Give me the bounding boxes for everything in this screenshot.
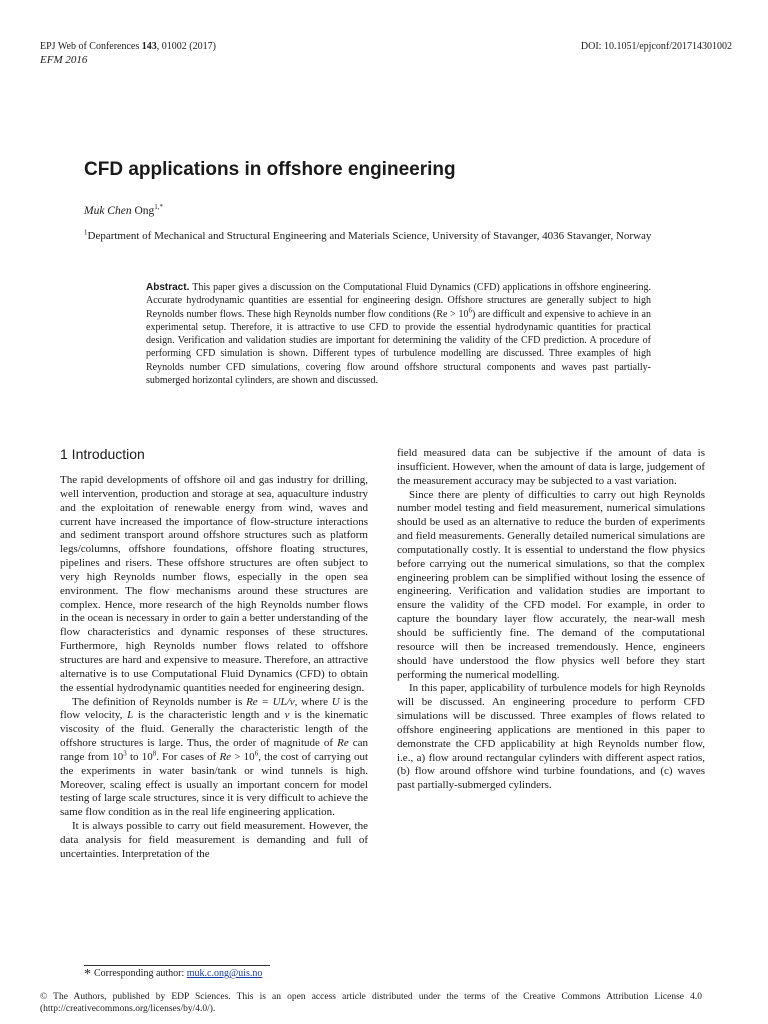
journal-name: EPJ Web of Conferences bbox=[40, 41, 142, 52]
journal-citation bbox=[40, 41, 216, 52]
intro-paragraph-5: In this paper, applicability of turbulence models for high Reynolds will be discussed. An engineering procedure to perform CFD simulations will be discussed. Three examples of flows related to offshore engineering applications are mentioned in this paper to demonstrate the CFD applicability at high Reynolds number flow, i.e., a) flow around rectangular cylinders with different aspect ratios, (b) flow around offshore wind turbine foundations, and (c) waves past partially-submerged cylinders. bbox=[397, 682, 705, 792]
footnote bbox=[84, 967, 262, 983]
abstract-text-2: ) are difficult and expensive to achieve in an experimental setup. Therefore, it is attractive to use CFD to provide the essential hydrodynamic quantities for practical design. Verification and validation studies are important for determining the validity of the CFD prediction. A procedure of performing CFD simulation is shown. Different types of turbulence modelling are discussed. Three examples of high Reynolds number CFD simulations, covering flow around offshore structural components and waves past partially-submerged horizontal cylinders, are shown and discussed. bbox=[146, 308, 651, 387]
paper-title: CFD applications in offshore engineering bbox=[84, 159, 456, 180]
license-notice: © The Authors, published by EDP Sciences. This is an open access article distributed under the terms of the Creative Commons Attribution License 4.0 (http://creativecommons.org/licenses/by/4.0/). bbox=[40, 992, 702, 1014]
conference-name: EFM 2016 bbox=[40, 54, 88, 66]
section-heading: 1 Introduction bbox=[60, 446, 145, 462]
journal-volume: 143 bbox=[141, 41, 157, 52]
right-column bbox=[397, 447, 705, 793]
footnote-divider bbox=[84, 965, 270, 966]
intro-paragraph-4: Since there are plenty of difficulties to carry out high Reynolds number model testing and field measurement, numerical simulations should be used as an alternative to reduce the burden of experiments and field measurements. Generally detailed numerical simulations are computationally costly. It is essential to understand the flow physics before carrying out the numerical simulations, so that the complex engineering problem can be simplified without losing the essence of engineering. Verification and validation studies are important to ensure the validity of the CFD model. For example, in order to capture the boundary layer flow accurately, the near-wall mesh should be sufficiently fine. The demand of the computational resource will then be increased tremendously. Hence, engineers should have understood the flow physics well before they start performing the numerical modelling. bbox=[397, 488, 705, 681]
abstract-text-1: This paper gives a discussion on the Computational Fluid Dynamics (CFD) applications in offshore engineering. Accurate hydrodynamic quantities are essential for engineering design. Offshore structures are generally subject to high Reynolds number flows. These high Reynolds number flow conditions (Re > 10 bbox=[146, 282, 651, 320]
left-column bbox=[60, 474, 368, 862]
author-affiliation-mark: 1,* bbox=[154, 203, 164, 212]
intro-paragraph-1: The rapid developments of offshore oil and gas industry for drilling, well intervention, production and storage at sea, aquaculture industry and the exploitation of renewable energy from wind, waves and current have increased the importance of flow-structure interactions and sediment transport around offshore structures such as platform legs/columns, offshore foundations, offshore floating structures, pipelines and risers. These offshore structures are often subject to very high Reynolds number flows, especially in the open sea environment. The flow mechanisms around these structures are complex. Hence, more research of the high Reynolds number flows in the ocean is necessary in order to gain a better understanding of the flow characteristics and dynamic responses of these structures. Furthermore, high Reynolds number flows related to offshore structures are hard and expensive to measure. Therefore, an attractive alternative is to use Computational Fluid Dynamics (CFD) to obtain the essential hydrodynamic quantities needed for engineering design. bbox=[60, 474, 368, 694]
affiliation-mark: 1 bbox=[84, 228, 88, 237]
author-surname: Ong bbox=[131, 205, 155, 217]
affiliation bbox=[84, 230, 651, 242]
intro-paragraph-3-cont: field measured data can be subjective if the amount of data is insufficient. However, when the amount of data is large, judgement of the measurement accuracy may be subjected to a vast variation. bbox=[397, 447, 705, 487]
author-email-link[interactable]: muk.c.ong@uis.no bbox=[186, 968, 263, 979]
abstract-label: Abstract. bbox=[146, 282, 190, 293]
affiliation-text: Department of Mechanical and Structural Engineering and Materials Science, University of Stavanger, 4036 Stavanger, Norway bbox=[87, 230, 652, 242]
abstract-exponent: 6 bbox=[468, 306, 472, 315]
intro-paragraph-3: It is always possible to carry out field measurement. However, the data analysis for field measurement is demanding and full of uncertainties. Interpretation of the bbox=[60, 820, 368, 860]
abstract bbox=[146, 281, 651, 387]
footnote-mark: * bbox=[84, 967, 91, 982]
doi: DOI: 10.1051/epjconf/201714301002 bbox=[580, 41, 732, 52]
author-line bbox=[84, 205, 163, 217]
intro-paragraph-2: The definition of Reynolds number is Re = UL/ν, where U is the flow velocity, L is the characteristic length and ν is the kinematic viscosity of the fluid. Generally the characteristic length of the offshore structures is large. Thus, the order of magnitude of Re can range from $10^3$ to $10^8$. For cases of $Re > 10^6$, the cost of carrying out the experiments in water basin/tank or wind tunnels is high. Moreover, scaling effect is usually an important concern for model testing of large scale structures, since it is very difficult to achieve the same flow condition as in the real life engineering application. bbox=[60, 695, 369, 819]
journal-issue: , 01002 (2017) bbox=[156, 41, 216, 52]
footnote-label: Corresponding author: bbox=[94, 968, 187, 979]
author-given-name: Muk Chen bbox=[84, 205, 132, 217]
